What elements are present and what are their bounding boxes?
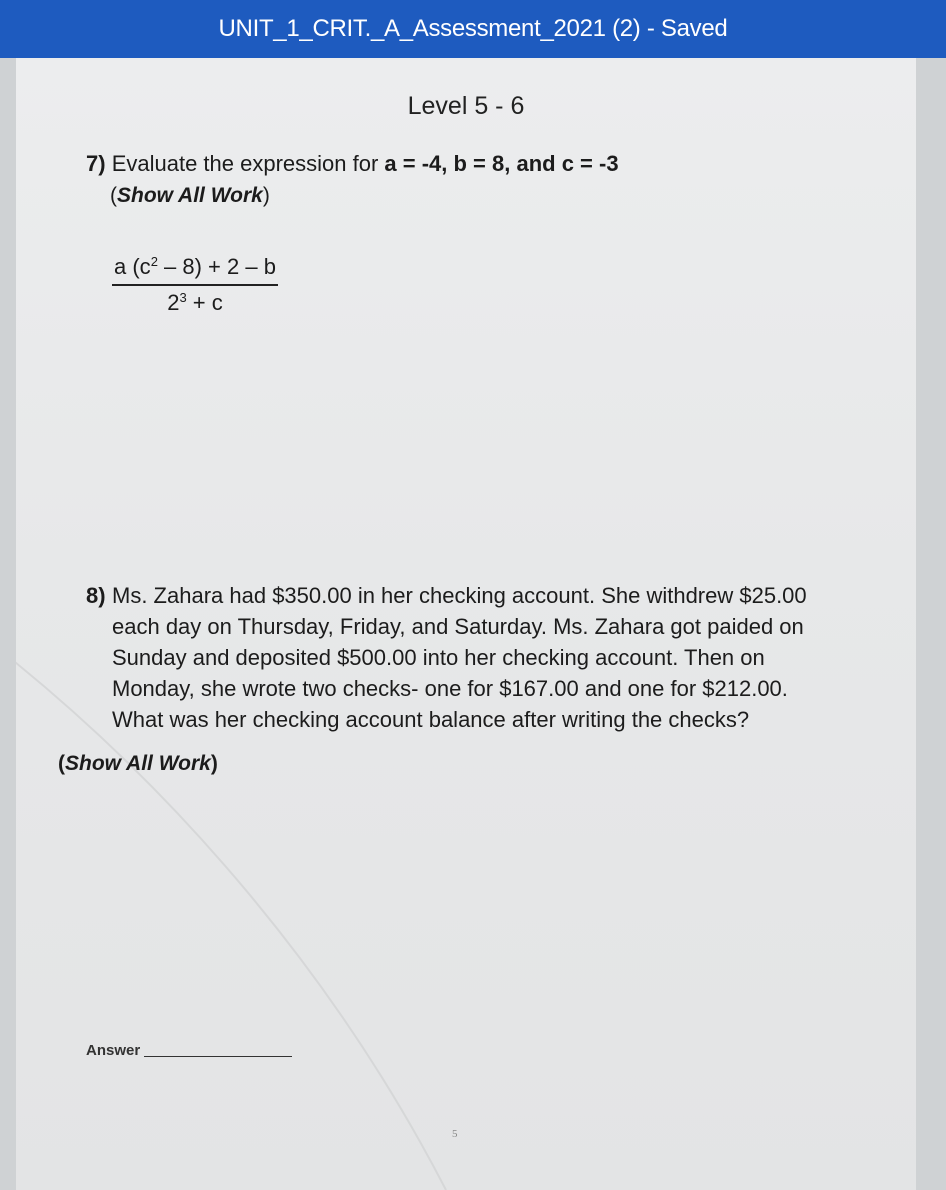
window-title: UNIT_1_CRIT._A_Assessment_2021 (2) - Saved [218, 15, 728, 42]
question-8-number: 8) [86, 583, 106, 608]
document-page [16, 58, 916, 1190]
answer-blank-line [144, 1056, 292, 1057]
question-8 [86, 580, 886, 735]
question-8-line: each day on Thursday, Friday, and Saturday. Ms. Zahara got paided on [112, 614, 804, 639]
question-8-show-work [58, 752, 218, 776]
question-7-show-work [86, 180, 619, 212]
window-title-bar [0, 0, 946, 58]
fraction-denominator [167, 286, 223, 316]
page-number: 5 [452, 1128, 458, 1140]
numerator-part1: a (c [114, 254, 151, 279]
numerator-exponent: 2 [150, 254, 158, 269]
question-7 [86, 148, 619, 212]
show-work-label: Show All Work [117, 184, 263, 207]
show-work-label: Show All Work [65, 752, 211, 775]
answer-field [86, 1042, 292, 1059]
question-7-values: a = -4, b = 8, and c = -3 [384, 151, 619, 176]
show-work-close-paren: ) [262, 184, 270, 207]
show-work-open-paren: ( [58, 752, 65, 775]
question-8-line-text: Ms. Zahara had $350.00 in her checking account. She withdrew $25.00 [112, 583, 807, 608]
show-work-open-paren: ( [110, 184, 117, 207]
fraction-numerator [112, 254, 278, 286]
question-8-line: What was her checking account balance after writing the checks? [112, 707, 750, 732]
answer-label: Answer [86, 1042, 141, 1059]
level-heading: Level 5 - 6 [407, 92, 525, 120]
denominator-base: 2 [167, 290, 180, 315]
show-work-close-paren: ) [210, 752, 218, 775]
denominator-part2: + c [186, 290, 223, 315]
question-7-text: Evaluate the expression for [111, 151, 385, 176]
question-8-line [86, 580, 886, 611]
denominator-exponent: 3 [179, 290, 187, 305]
question-8-line: Sunday and deposited $500.00 into her checking account. Then on [112, 645, 765, 670]
expression-fraction [112, 254, 278, 316]
question-7-number: 7) [86, 151, 106, 176]
question-8-line: Monday, she wrote two checks- one for $167.00 and one for $212.00. [112, 676, 788, 701]
numerator-part2: – 8) + 2 – b [157, 254, 276, 279]
